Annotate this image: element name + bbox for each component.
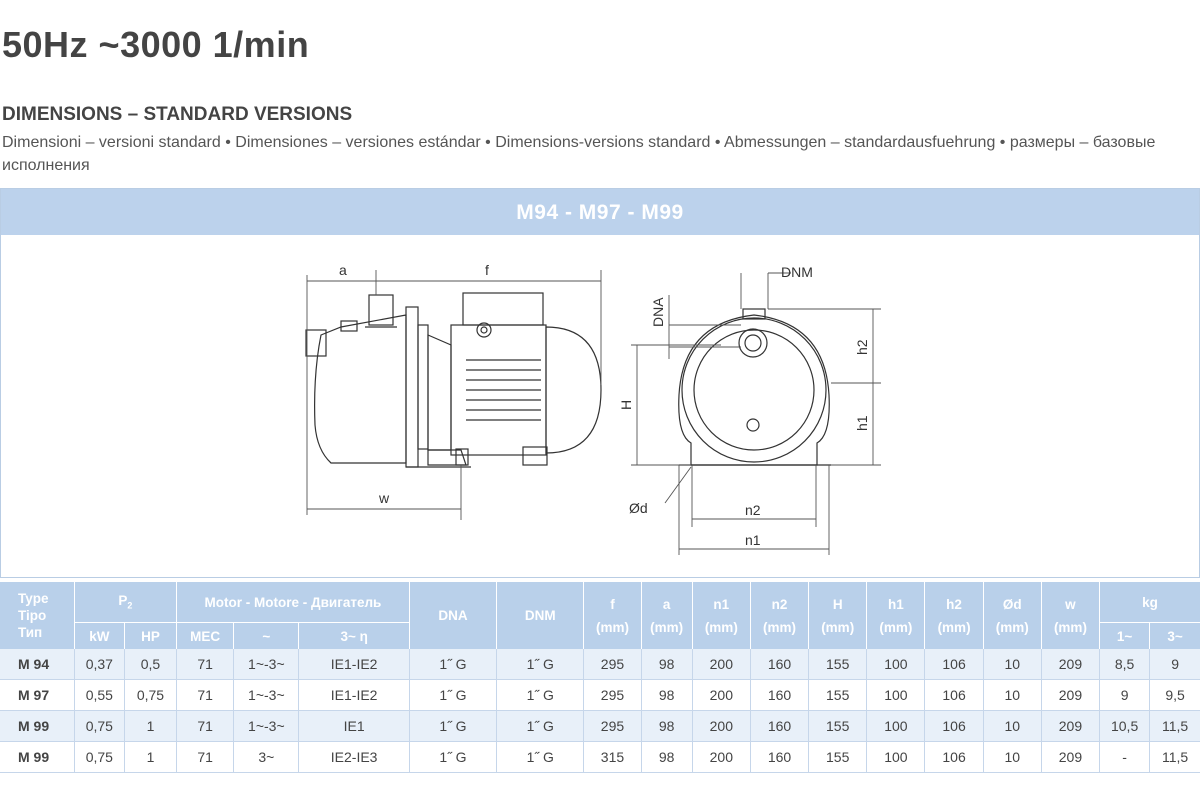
table-row	[0, 680, 1200, 711]
table-cell: 98	[641, 649, 692, 680]
dim-label-d: Ød	[629, 500, 648, 516]
dim-label-n1: n1	[745, 532, 761, 548]
table-cell: 155	[809, 649, 867, 680]
table-cell: 160	[750, 649, 808, 680]
table-cell: 98	[641, 742, 692, 773]
table-cell: 1~-3~	[234, 680, 299, 711]
table-cell: 295	[584, 680, 641, 711]
header-f: f (mm)	[584, 582, 641, 649]
table-cell: 10	[983, 711, 1041, 742]
table-cell: 1~-3~	[234, 649, 299, 680]
table-cell: 0,75	[74, 742, 124, 773]
table-cell: 0,75	[74, 711, 124, 742]
table-cell: 71	[177, 680, 234, 711]
table-cell: 10	[983, 649, 1041, 680]
dim-label-w: w	[379, 490, 390, 506]
table-cell: 1˝ G	[497, 742, 584, 773]
header-n1: n1 (mm)	[692, 582, 750, 649]
dim-label-dnm: DNM	[781, 264, 813, 280]
header-hp: HP	[124, 623, 176, 650]
table-cell: 1˝ G	[409, 711, 496, 742]
header-d: Ød (mm)	[983, 582, 1041, 649]
table-cell: 1~-3~	[234, 711, 299, 742]
table-cell: 98	[641, 680, 692, 711]
table-cell: M 94	[0, 649, 74, 680]
table-row	[0, 742, 1200, 773]
translated-subtitles: Dimensioni – versioni standard • Dimensiones – versiones estándar • Dimensions-versions standard • Abmessungen – standardausfuehrung • размеры – базовые исполнения	[2, 134, 1156, 174]
dimensions-table	[0, 582, 1200, 773]
table-cell: 1	[124, 742, 176, 773]
header-kg-3phase: 3~	[1150, 623, 1200, 650]
table-cell: M 99	[0, 711, 74, 742]
table-cell: IE1-IE2	[299, 649, 409, 680]
table-cell: 295	[584, 649, 641, 680]
table-cell: 100	[867, 711, 925, 742]
table-cell: 106	[925, 711, 983, 742]
dim-label-h: H	[618, 399, 634, 410]
table-cell: 10,5	[1100, 711, 1150, 742]
table-body	[0, 649, 1200, 773]
table-cell: 100	[867, 649, 925, 680]
table-cell: 100	[867, 742, 925, 773]
table-cell: 1˝ G	[497, 649, 584, 680]
table-cell: 100	[867, 680, 925, 711]
table-cell: 1˝ G	[497, 680, 584, 711]
table-cell: 209	[1041, 742, 1099, 773]
table-cell: 10	[983, 742, 1041, 773]
table-cell: 160	[750, 711, 808, 742]
header-dna: DNA	[409, 582, 496, 649]
table-cell: 160	[750, 742, 808, 773]
pump-front-view	[679, 309, 831, 465]
header-type: Type Tipo Тип	[0, 582, 74, 649]
header-motor: Motor - Motore - Двигатель	[177, 582, 410, 623]
table-cell: M 99	[0, 742, 74, 773]
table-cell: -	[1100, 742, 1150, 773]
table-cell: 1˝ G	[409, 742, 496, 773]
page-title: 50Hz ~3000 1/min	[2, 24, 310, 65]
table-cell: 209	[1041, 711, 1099, 742]
table-cell: 209	[1041, 680, 1099, 711]
table-cell: 11,5	[1150, 711, 1200, 742]
table-cell: 10	[983, 680, 1041, 711]
header-n2: n2 (mm)	[750, 582, 808, 649]
table-cell: 0,55	[74, 680, 124, 711]
dim-label-n2: n2	[745, 502, 761, 518]
table-cell: 200	[692, 649, 750, 680]
table-cell: 11,5	[1150, 742, 1200, 773]
dimension-drawing-panel	[0, 188, 1200, 578]
header-w: w (mm)	[1041, 582, 1099, 649]
section-subtitle: DIMENSIONS – STANDARD VERSIONS	[2, 104, 353, 125]
table-cell: 209	[1041, 649, 1099, 680]
table-cell: 1˝ G	[497, 711, 584, 742]
table-cell: 1˝ G	[409, 680, 496, 711]
table-cell: 155	[809, 742, 867, 773]
header-h2: h2 (mm)	[925, 582, 983, 649]
table-cell: M 97	[0, 680, 74, 711]
header-efficiency: 3~ η	[299, 623, 409, 650]
header-h1: h1 (mm)	[867, 582, 925, 649]
dim-label-f: f	[485, 262, 489, 278]
dim-label-dna: DNA	[650, 297, 666, 327]
technical-drawing	[1, 235, 1199, 575]
table-cell: 315	[584, 742, 641, 773]
table-cell: 71	[177, 711, 234, 742]
table-row	[0, 649, 1200, 680]
header-a: a (mm)	[641, 582, 692, 649]
table-cell: 0,37	[74, 649, 124, 680]
table-cell: 200	[692, 711, 750, 742]
header-phase: ~	[234, 623, 299, 650]
header-dnm: DNM	[497, 582, 584, 649]
table-cell: 106	[925, 649, 983, 680]
table-cell: 0,5	[124, 649, 176, 680]
table-cell: 160	[750, 680, 808, 711]
table-cell: IE1-IE2	[299, 680, 409, 711]
table-cell: 200	[692, 742, 750, 773]
dim-label-h1: h1	[854, 415, 870, 431]
table-row	[0, 711, 1200, 742]
table-cell: 155	[809, 680, 867, 711]
table-cell: 71	[177, 649, 234, 680]
header-h: H (mm)	[809, 582, 867, 649]
table-cell: 9,5	[1150, 680, 1200, 711]
header-p2: $P_2$	[74, 582, 176, 623]
table-cell: 155	[809, 711, 867, 742]
table-cell: 3~	[234, 742, 299, 773]
model-range-header: M94 - M97 - M99	[1, 189, 1199, 235]
pump-side-view	[306, 293, 601, 467]
table-cell: 106	[925, 680, 983, 711]
table-cell: 71	[177, 742, 234, 773]
table-cell: 200	[692, 680, 750, 711]
table-cell: 98	[641, 711, 692, 742]
table-cell: 8,5	[1100, 649, 1150, 680]
header-kg: kg	[1100, 582, 1200, 623]
table-cell: IE1	[299, 711, 409, 742]
table-cell: 295	[584, 711, 641, 742]
table-cell: 1	[124, 711, 176, 742]
table-cell: 0,75	[124, 680, 176, 711]
table-cell: IE2-IE3	[299, 742, 409, 773]
table-cell: 1˝ G	[409, 649, 496, 680]
table-cell: 106	[925, 742, 983, 773]
table-cell: 9	[1100, 680, 1150, 711]
table-cell: 9	[1150, 649, 1200, 680]
dim-label-h2: h2	[854, 339, 870, 355]
header-mec: MEC	[177, 623, 234, 650]
dim-label-a: a	[339, 262, 347, 278]
side-dimension-lines	[307, 270, 601, 520]
header-kg-1phase: 1~	[1100, 623, 1150, 650]
header-kw: kW	[74, 623, 124, 650]
